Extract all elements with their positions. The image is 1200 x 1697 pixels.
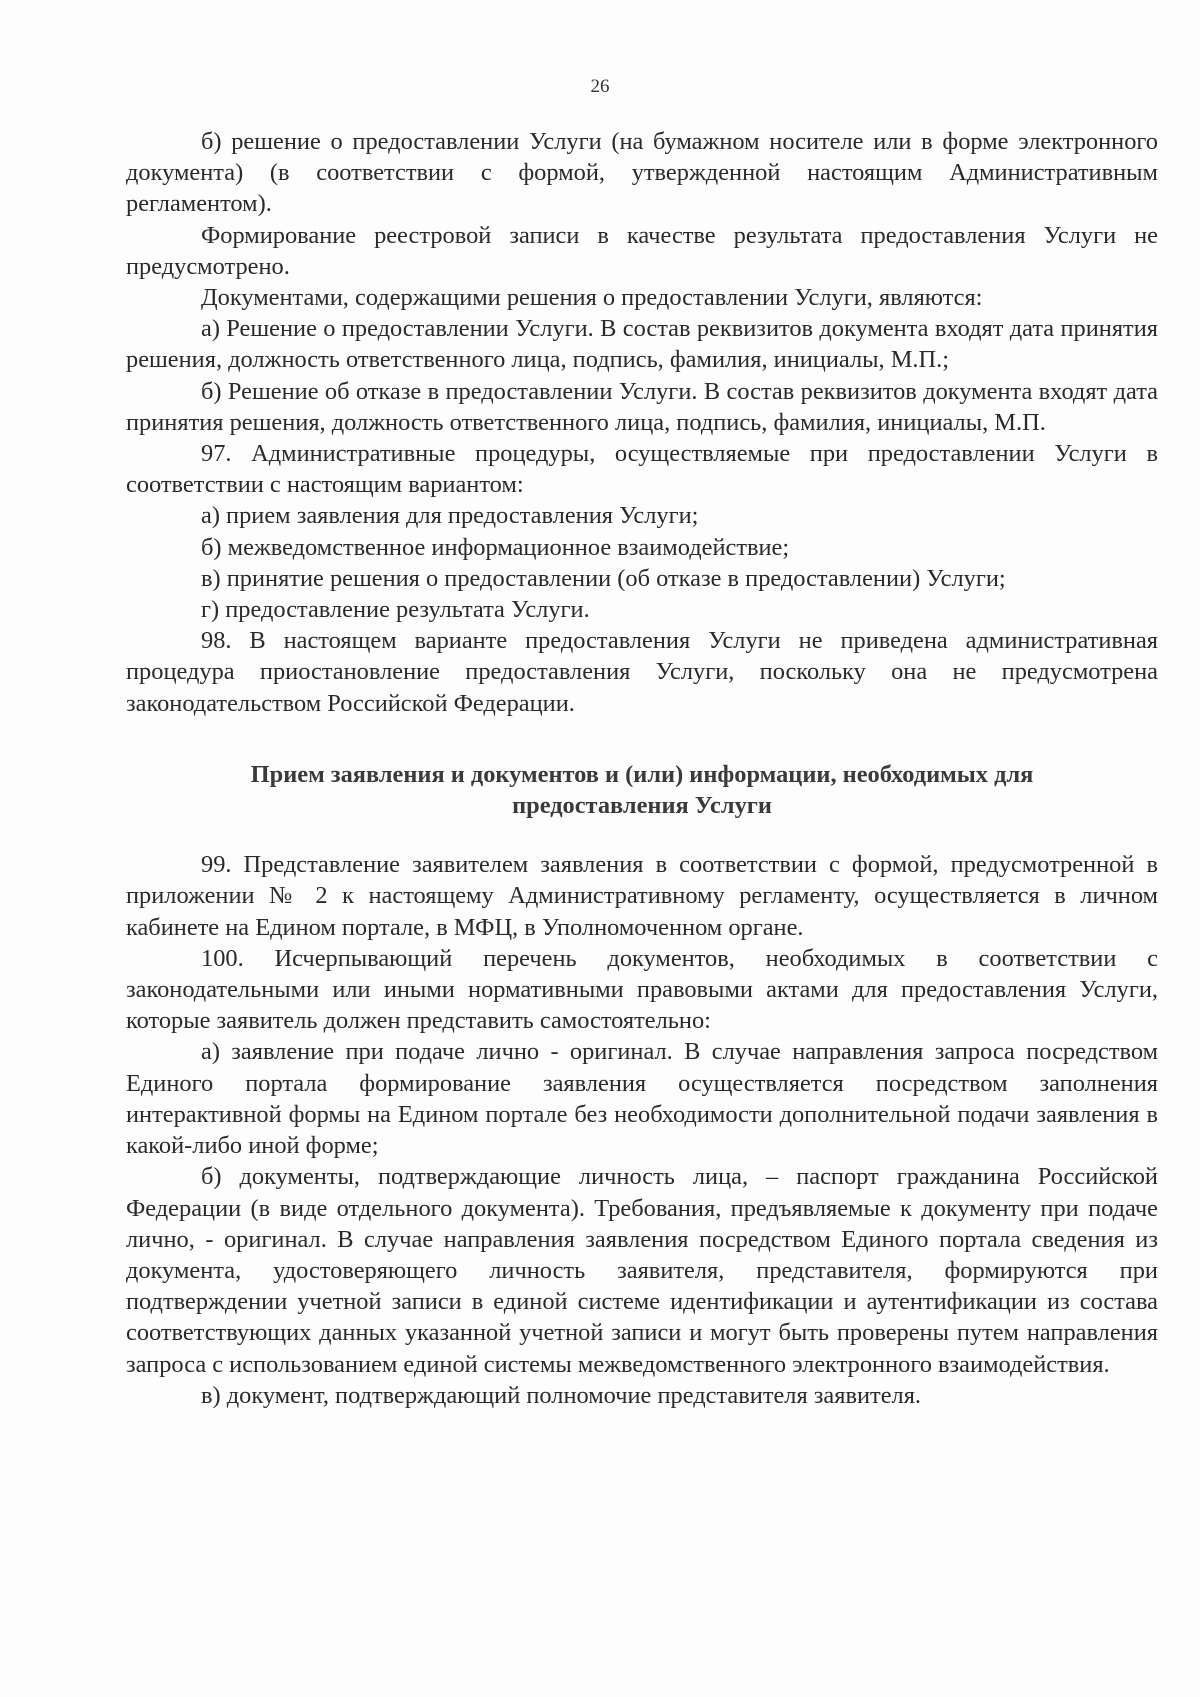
paragraph-decision-documents: Документами, содержащими решения о предоставлении Услуги, являются:: [201, 284, 983, 312]
paragraph-registry-record: Формирование реестровой записи в качестве результата предоставления Услуги не предусмотрено.: [126, 221, 1158, 280]
list-item-97a: а) прием заявления для предоставления Услуги;: [201, 502, 699, 530]
paragraph-decision-paper-or-electronic: б) решение о предоставлении Услуги (на бумажном носителе или в форме электронного документа) (в соответствии с формой, утвержденной настоящим Административным регламентом).: [126, 128, 1158, 218]
list-item-100c: в) документ, подтверждающий полномочие представителя заявителя.: [201, 1381, 922, 1409]
paragraph-item-97: 97. Административные процедуры, осуществляемые при предоставлении Услуги в соответствии с настоящим вариантом:: [126, 440, 1158, 499]
list-item-97b: б) межведомственное информационное взаимодействие;: [201, 533, 790, 561]
page-number: 26: [590, 76, 610, 97]
paragraph-item-98: 98. В настоящем варианте предоставления Услуги не приведена административная процедура приостановление предоставления Услуги, поскольку она не предусмотрена законодательством Российской Федерации.: [126, 627, 1158, 717]
paragraph-decision-granted: а) Решение о предоставлении Услуги. В состав реквизитов документа входят дата принятия решения, должность ответственного лица, подпись, фамилия, инициалы, М.П.;: [126, 315, 1158, 374]
list-item-100b: б) документы, подтверждающие личность лица, – паспорт гражданина Российской Федерации (в виде отдельного документа). Требования, предъявляемые к документу при подаче лично, - оригинал. В случае направления заявления посредством Единого портала сведения из документа, удостоверяющего личность заявителя, представителя, формируются при подтверждении учетной записи в единой системе идентификации и аутентификации из состава соответствующих данных указанной учетной записи и могут быть проверены путем направления запроса с использованием единой системы межведомственного электронного взаимодействия.: [126, 1163, 1158, 1378]
section-heading-line-2: предоставления Услуги: [512, 792, 772, 820]
paragraph-item-99: 99. Представление заявителем заявления в соответствии с формой, предусмотренной в приложении № 2 к настоящему Административному регламенту, осуществляется в личном кабинете на Едином портале, в МФЦ, в Уполномоченном органе.: [126, 851, 1158, 941]
paragraph-item-100: 100. Исчерпывающий перечень документов, необходимых в соответствии с законодательными или иными нормативными правовыми актами для предоставления Услуги, которые заявитель должен представить самостоятельно:: [126, 944, 1158, 1035]
page-body: [126, 126, 1158, 1411]
list-item-97c: в) принятие решения о предоставлении (об отказе в предоставлении) Услуги;: [201, 564, 1006, 592]
section-heading: [126, 759, 1158, 821]
list-item-97d: г) предоставление результата Услуги.: [201, 596, 590, 624]
section-heading-line-1: Прием заявления и документов и (или) информации, необходимых для: [250, 760, 1034, 788]
list-item-100a: а) заявление при подаче лично - оригинал. В случае направления запроса посредством Единого портала формирование заявления осуществляется посредством заполнения интерактивной формы на Едином портале без необходимости дополнительной подачи заявления в какой-либо иной форме;: [126, 1038, 1158, 1160]
paragraph-decision-refusal: б) Решение об отказе в предоставлении Услуги. В состав реквизитов документа входят дата принятия решения, должность ответственного лица, подпись, фамилия, инициалы, М.П.: [126, 377, 1158, 436]
